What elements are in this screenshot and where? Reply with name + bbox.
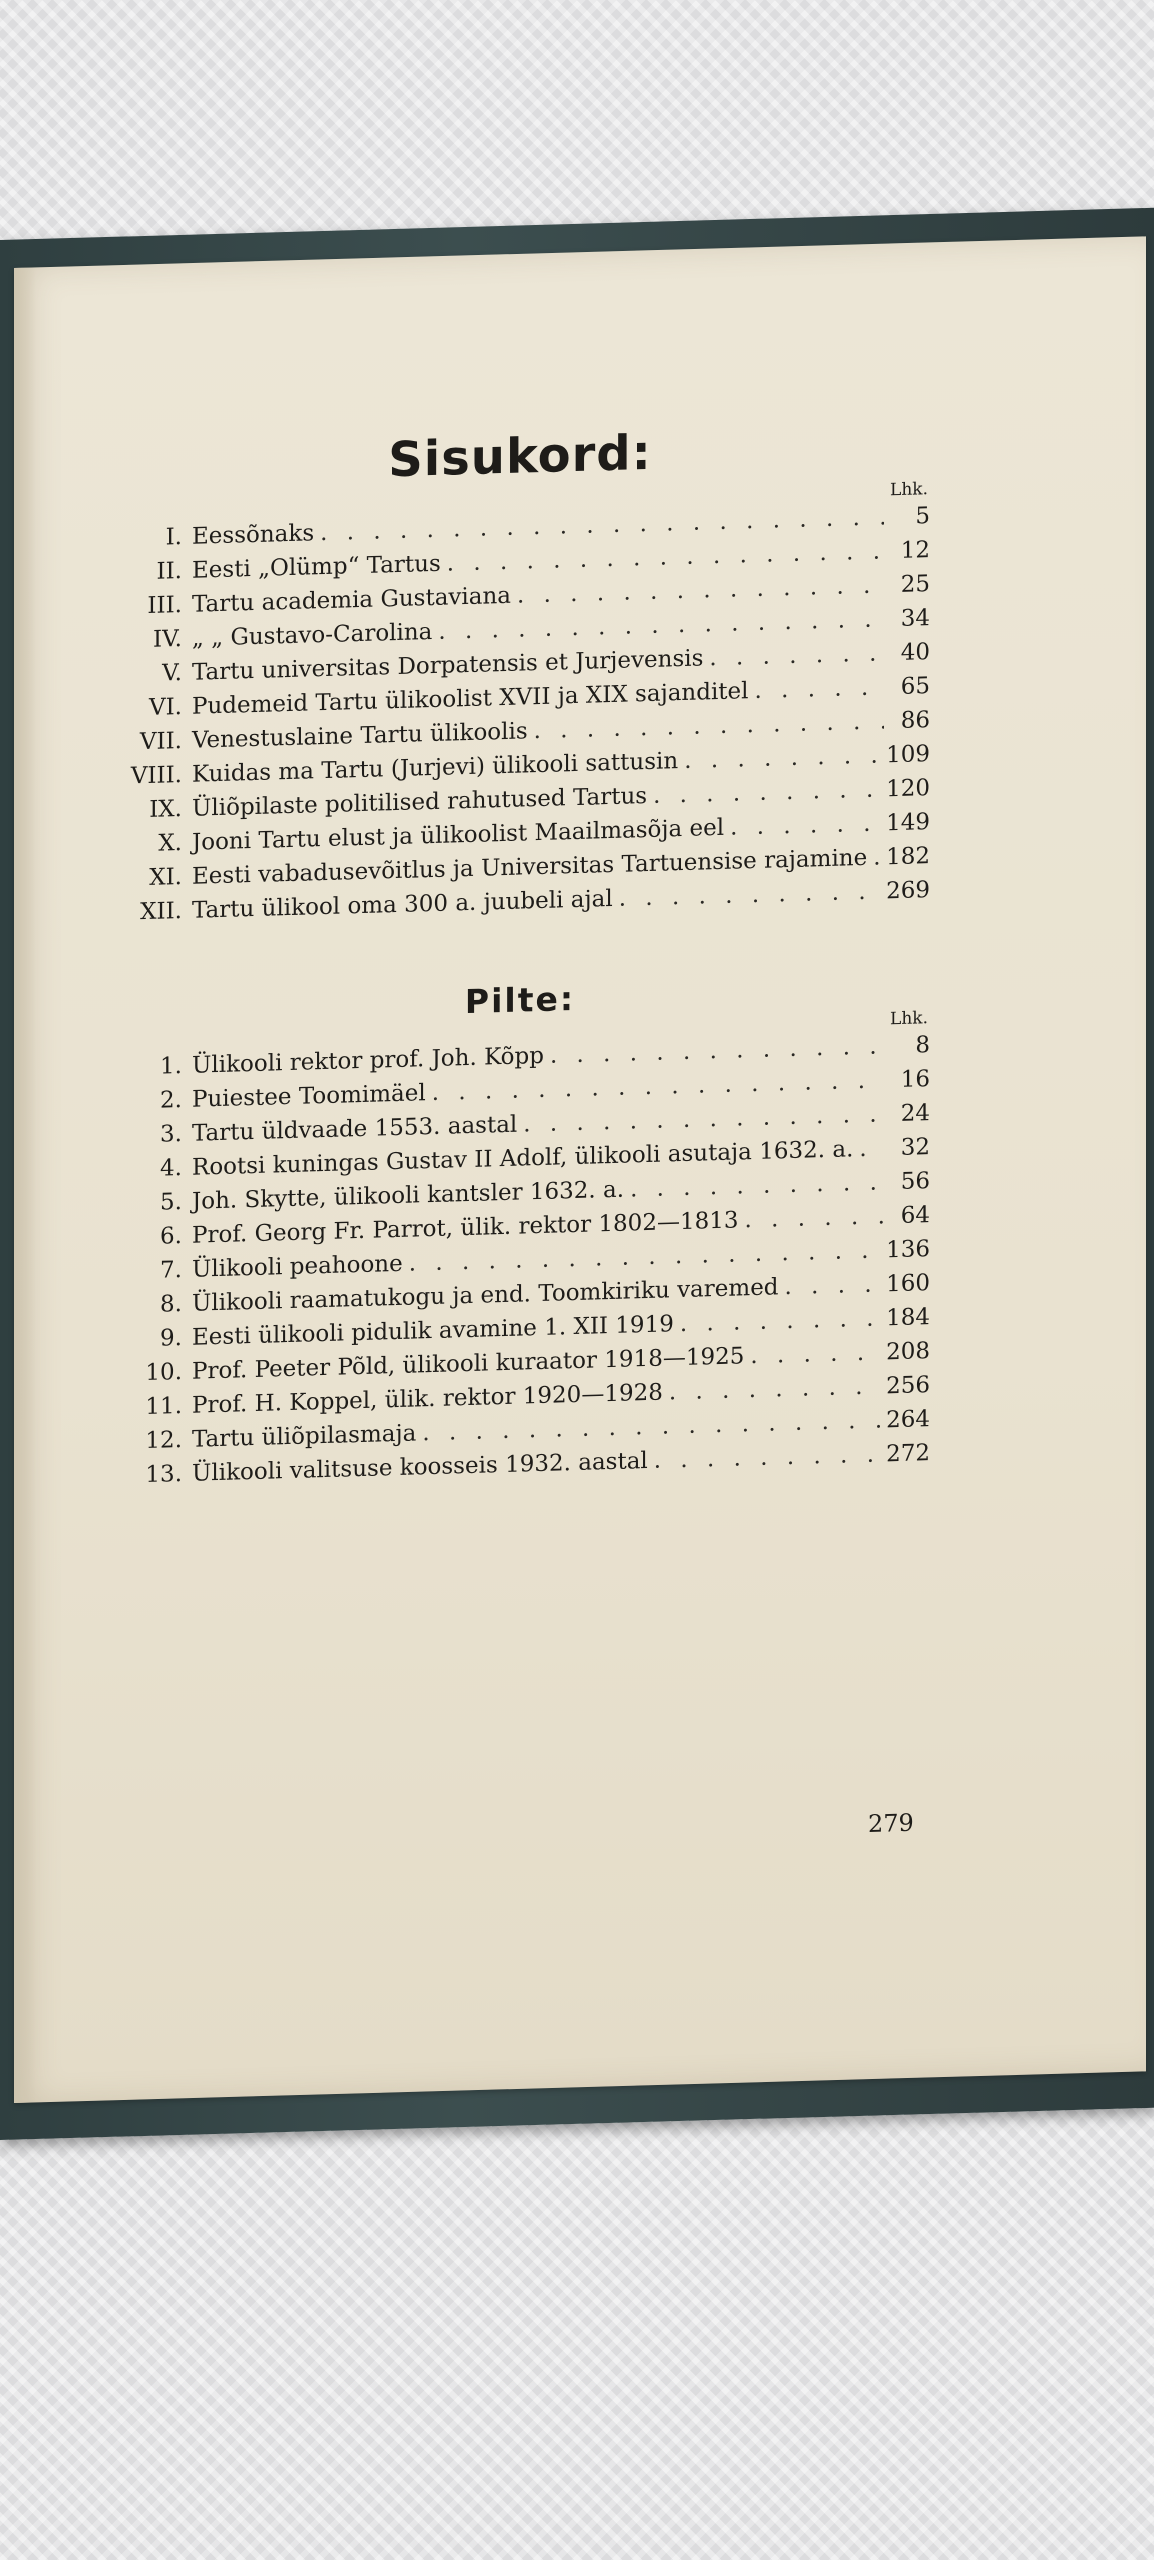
dot-leader — [684, 742, 880, 773]
dot-leader — [669, 1373, 880, 1405]
entry-number: VII. — [139, 727, 182, 756]
entry-page: 8 — [915, 1032, 930, 1059]
entry-number: 12. — [145, 1426, 182, 1455]
entry-title: Pudemeid Tartu ülikoolist XVII ja XIX sajanditel — [192, 678, 749, 720]
entry-title: Eesti ülikooli pidulik avamine 1. XII 1919 — [192, 1311, 674, 1351]
entry-title: Joh. Skytte, ülikooli kantsler 1632. a. — [192, 1176, 625, 1215]
entry-page: 256 — [886, 1372, 930, 1400]
entry-page: 136 — [886, 1236, 930, 1264]
entry-number: VI. — [148, 693, 182, 721]
entry-title: Ülikooli valitsuse koosseis 1932. aastal — [192, 1447, 648, 1487]
entry-number: VIII. — [130, 761, 182, 790]
entry-number: IX. — [149, 795, 182, 823]
entry-number: I. — [165, 523, 182, 551]
dot-leader — [750, 1339, 880, 1369]
entry-title: Prof. Peeter Põld, ülikooli kuraator 1918—1925 — [192, 1343, 745, 1385]
dot-leader — [654, 1441, 880, 1473]
dot-leader — [653, 776, 880, 808]
entry-title: Ülikooli raamatukogu ja end. Toomkiriku varemed — [192, 1274, 779, 1317]
entry-number: 4. — [160, 1154, 182, 1182]
entry-page: 182 — [886, 843, 930, 871]
dot-leader — [755, 674, 884, 704]
entry-number: 11. — [145, 1392, 182, 1421]
entry-number: II. — [156, 557, 182, 585]
dot-leader — [745, 1203, 885, 1233]
entry-title: Tartu üldvaade 1553. aastal — [192, 1111, 518, 1147]
entry-page: 25 — [900, 571, 930, 598]
entry-page: 40 — [900, 639, 930, 666]
entry-page: 160 — [886, 1270, 930, 1298]
page-number: 279 — [868, 1808, 914, 1838]
entry-number: XII. — [140, 897, 182, 926]
entry-title: Kuidas ma Tartu (Jurjevi) ülikooli sattusin — [192, 748, 679, 788]
entry-number: IV. — [153, 625, 182, 653]
entry-page: 149 — [886, 809, 930, 837]
entry-number: XI. — [149, 863, 182, 891]
entry-page: 32 — [900, 1134, 930, 1161]
contents-list — [110, 503, 930, 934]
entry-page: 86 — [900, 707, 930, 734]
illustrations-list — [110, 1032, 930, 1497]
entry-page: 65 — [900, 673, 930, 700]
entry-title: Eessõnaks — [192, 520, 315, 550]
entry-page: 264 — [886, 1406, 930, 1434]
entry-title: „ „ Gustavo-Carolina — [192, 618, 433, 652]
entry-page: 120 — [886, 775, 930, 803]
entry-number: 7. — [160, 1256, 182, 1284]
entry-title: Üliõpilaste politilised rahutused Tartus — [192, 782, 648, 822]
contents-heading: Sisukord: — [388, 424, 652, 489]
entry-page: 184 — [886, 1304, 930, 1332]
entry-title: Venestuslaine Tartu ülikoolis — [192, 718, 528, 754]
entry-title: Jooni Tartu elust ja ülikoolist Maailmasõja eel — [192, 814, 725, 856]
entry-title: Prof. H. Koppel, ülik. rektor 1920—1928 — [192, 1379, 663, 1419]
page-gutter-shadow — [14, 267, 36, 2103]
entry-page: 269 — [886, 877, 930, 905]
table-of-contents — [110, 417, 930, 1497]
entry-page: 56 — [900, 1168, 930, 1195]
entry-title: Tartu üliõpilasmaja — [192, 1420, 417, 1453]
entry-title: Ülikooli rektor prof. Joh. Kõpp — [192, 1042, 544, 1079]
entry-title: Prof. Georg Fr. Parrot, ülik. rektor 1802—1813 — [192, 1207, 739, 1249]
entry-number: 3. — [160, 1120, 182, 1148]
entry-page: 5 — [915, 503, 930, 530]
entry-number: 13. — [145, 1460, 182, 1489]
illustrations-page-column-label: Lhk. — [890, 1008, 928, 1030]
entry-title: Eesti vabadusevõitlus ja Universitas Tartuensise rajamine — [192, 844, 868, 890]
dot-leader — [680, 1305, 880, 1337]
entry-number: 6. — [160, 1222, 182, 1250]
dot-leader — [785, 1271, 881, 1300]
entry-number: 9. — [160, 1324, 182, 1352]
entry-page: 208 — [886, 1338, 930, 1366]
entry-title: Tartu academia Gustaviana — [192, 582, 511, 618]
entry-page: 109 — [886, 741, 930, 769]
entry-number: 8. — [160, 1290, 182, 1318]
entry-title: Eesti „Olümp“ Tartus — [192, 550, 441, 584]
entry-title: Ülikooli peahoone — [192, 1250, 403, 1283]
entry-page: 64 — [900, 1202, 930, 1229]
illustrations-heading: Pilte: — [464, 979, 576, 1022]
entry-title: Tartu ülikool oma 300 a. juubeli ajal — [192, 885, 613, 924]
entry-page: 12 — [900, 537, 930, 564]
entry-number: 1. — [160, 1052, 182, 1080]
entry-number: X. — [158, 829, 182, 857]
entry-number: 2. — [160, 1086, 182, 1114]
entry-page: 24 — [900, 1100, 930, 1127]
entry-page: 16 — [900, 1066, 930, 1093]
dot-leader — [873, 844, 880, 870]
dot-leader — [859, 1135, 884, 1162]
dot-leader — [709, 640, 884, 671]
entry-page: 34 — [900, 605, 930, 632]
entry-number: 5. — [160, 1188, 182, 1216]
entry-page: 272 — [886, 1440, 930, 1468]
entry-number: 10. — [145, 1358, 182, 1387]
entry-title: Rootsi kuningas Gustav II Adolf, ülikooli asutaja 1632. a. — [192, 1136, 854, 1181]
entry-title: Puiestee Toomimäel — [192, 1080, 426, 1113]
dot-leader — [730, 810, 880, 840]
entry-number: III. — [147, 591, 182, 619]
entry-number: V. — [162, 659, 182, 687]
contents-page-column-label: Lhk. — [890, 479, 928, 501]
entry-title: Tartu universitas Dorpatensis et Jurjevensis — [192, 645, 704, 686]
